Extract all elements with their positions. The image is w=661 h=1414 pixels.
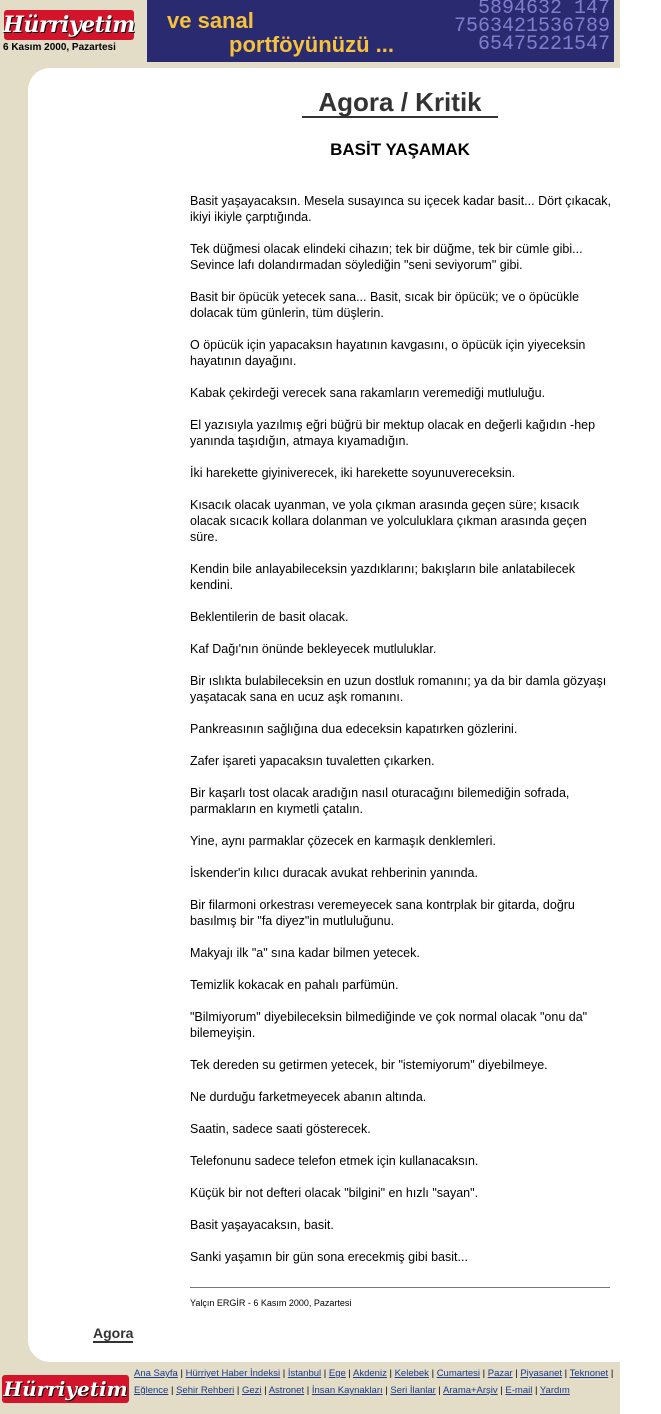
article-paragraph: Yine, aynı parmaklar çözecek en karmaşık denklemleri. <box>190 834 496 848</box>
section-title: Agora / Kritik <box>302 88 498 118</box>
footer-separator: | <box>479 1368 488 1379</box>
article-paragraph: Basit yaşayacaksın, basit. <box>190 1218 334 1232</box>
footer-link[interactable]: Yardım <box>539 1385 570 1396</box>
footer-separator: | <box>280 1368 288 1379</box>
footer-separator: | <box>608 1368 614 1379</box>
article-paragraph: Kısacık olacak uyanman, ve yola çıkman arasında geçen süre; kısacık olacak sıcacık kollara dolanman ve yolculuklara çıkman arasında geçen süre. <box>190 498 587 544</box>
article-paragraph: Beklentilerin de basit olacak. <box>190 610 349 624</box>
footer-separator: | <box>304 1385 312 1396</box>
article-paragraph: O öpücük için yapacaksın hayatının kavgasını, o öpücük için yiyeceksin hayatının dayağını. <box>190 338 586 368</box>
footer-separator: | <box>428 1368 437 1379</box>
banner-digit-line: 7563421536789 <box>453 15 610 38</box>
footer-separator: | <box>321 1368 329 1379</box>
footer-link[interactable]: Kelebek <box>394 1368 429 1379</box>
article-paragraph: Telefonunu sadece telefon etmek için kullanacaksın. <box>190 1154 479 1168</box>
article-paragraph: Sanki yaşamın bir gün sona erecekmiş gibi basit... <box>190 1250 468 1264</box>
footer-link[interactable]: Piyasanet <box>520 1368 563 1379</box>
footer-separator: | <box>497 1385 506 1396</box>
ad-banner[interactable] <box>147 0 614 62</box>
footer-link[interactable]: Ana Sayfa <box>134 1368 178 1379</box>
header-date: 6 Kasım 2000, Pazartesi <box>3 42 116 53</box>
footer-separator: | <box>435 1385 444 1396</box>
footer-link[interactable]: Gezi <box>241 1385 262 1396</box>
footer-link[interactable]: Astronet <box>268 1385 305 1396</box>
footer-separator: | <box>177 1368 186 1379</box>
footer-link[interactable]: Eğlence <box>134 1385 169 1396</box>
banner-headline-1: ve sanal <box>167 8 254 33</box>
footer-link[interactable]: Akdeniz <box>353 1368 387 1379</box>
article-paragraph: Basit yaşayacaksın. Mesela susayınca su içecek kadar basit... Dört çıkacak, ikiyi ikiyle çarptığında. <box>190 194 612 224</box>
footer-separator: | <box>168 1385 177 1396</box>
article-paragraph: Küçük bir not defteri olacak "bilgini" en hızlı "sayan". <box>190 1186 479 1200</box>
article-paragraph: Bir kaşarlı tost olacak aradığın nasıl oturacağını bilemediğin sofrada, parmakların en kıymetli çatalın. <box>190 786 570 816</box>
article-paragraph: İki harekette giyiniverecek, iki harekette soyunuvereceksin. <box>190 466 516 480</box>
footer-link[interactable]: Hürriyet Haber İndeksi <box>185 1368 281 1379</box>
footer-nav <box>134 1365 618 1399</box>
footer-link[interactable]: Şehir Rehberi <box>176 1385 235 1396</box>
footer-separator: | <box>386 1368 395 1379</box>
divider <box>190 1287 610 1288</box>
banner-digit-line: 5894632 147 <box>477 0 610 20</box>
hurriyetim-logo[interactable] <box>4 10 134 40</box>
banner-digits <box>454 0 610 54</box>
footer-logo-text: Hürriyetim <box>3 1377 128 1401</box>
article-paragraph: Pankreasının sağlığına dua edeceksin kapatırken gözlerini. <box>190 722 518 736</box>
article-paragraph: İskender'in kılıcı duracak avukat rehberinin yanında. <box>190 866 478 880</box>
footer-link[interactable]: İnsan Kaynakları <box>311 1385 383 1396</box>
article-paragraph: El yazısıyla yazılmış eğri büğrü bir mektup olacak en değerli kağıdın -hep yanında taşıdığın, atmaya kıyamadığın. <box>190 418 596 448</box>
footer-separator: | <box>261 1385 269 1396</box>
article-paragraph: Bir filarmoni orkestrası veremeyecek sana kontrplak bir gitarda, doğru basılmış bir "fa diyez"in mutluluğunu. <box>190 898 575 928</box>
article-paragraph: Temizlik kokacak en pahalı parfümün. <box>190 978 399 992</box>
footer-separator: | <box>345 1368 354 1379</box>
footer-separator: | <box>382 1385 391 1396</box>
article-title: BASİT YAŞAMAK <box>330 140 470 159</box>
footer-link[interactable]: İstanbul <box>287 1368 322 1379</box>
article-paragraph: Tek dereden su getirmen yetecek, bir "istemiyorum" diyebilmeye. <box>190 1058 548 1072</box>
footer-link[interactable]: Ege <box>328 1368 346 1379</box>
article-paragraph: Makyajı ilk "a" sına kadar bilmen yetecek. <box>190 946 420 960</box>
agora-link[interactable]: Agora <box>93 1325 134 1341</box>
article-paragraph: Kendin bile anlayabileceksin yazdıklarını; bakışların bile anlatabilecek kendini. <box>190 562 575 592</box>
article-paragraph: Tek düğmesi olacak elindeki cihazın; tek bir düğme, tek bir cümle gibi... Sevince lafı dolandırmadan söylediğin "seni seviyorum" gibi. <box>190 242 583 272</box>
article-paragraph: Ne durduğu farketmeyecek abanın altında. <box>190 1090 427 1104</box>
footer-separator: | <box>234 1385 242 1396</box>
article-paragraph: Bir ıslıkta bulabileceksin en uzun dostluk romanını; ya da bir damla gözyaşı yaşatacak sana en ucuz aşk romanını. <box>190 674 607 704</box>
footer-separator: | <box>532 1385 540 1396</box>
logo-text: Hürriyetim <box>3 12 135 38</box>
footer-link[interactable]: Seri İlanlar <box>390 1385 436 1396</box>
footer-link[interactable]: Cumartesi <box>436 1368 480 1379</box>
footer-link[interactable]: E-mail <box>505 1385 533 1396</box>
footer-separator: | <box>562 1368 570 1379</box>
article-paragraph: Saatin, sadece saati gösterecek. <box>190 1122 371 1136</box>
site-footer <box>0 1362 620 1414</box>
footer-link[interactable]: Teknonet <box>569 1368 609 1379</box>
article-paragraph: Kabak çekirdeği verecek sana rakamların veremediği mutluluğu. <box>190 386 546 400</box>
site-header <box>0 0 620 68</box>
article-paragraph: "Bilmiyorum" diyebileceksin bilmediğinde ve çok normal olacak "onu da" bilemeyişin. <box>190 1010 588 1040</box>
banner-digit-line: 65475221547 <box>477 33 610 56</box>
byline: Yalçın ERGİR - 6 Kasım 2000, Pazartesi <box>190 1298 352 1308</box>
article-body <box>190 193 614 1281</box>
banner-headline-2: portföyünüzü ... <box>229 32 394 57</box>
article-paragraph: Zafer işareti yapacaksın tuvaletten çıkarken. <box>190 754 435 768</box>
article-paragraph: Basit bir öpücük yetecek sana... Basit, sıcak bir öpücük; ve o öpücükle dolacak tüm günlerin, tüm düşlerin. <box>190 290 580 320</box>
footer-logo[interactable] <box>2 1375 129 1403</box>
footer-link[interactable]: Arama+Arşiv <box>443 1385 498 1396</box>
footer-link[interactable]: Pazar <box>487 1368 513 1379</box>
article-paragraph: Kaf Dağı'nın önünde bekleyecek mutluluklar. <box>190 642 437 656</box>
footer-separator: | <box>512 1368 521 1379</box>
